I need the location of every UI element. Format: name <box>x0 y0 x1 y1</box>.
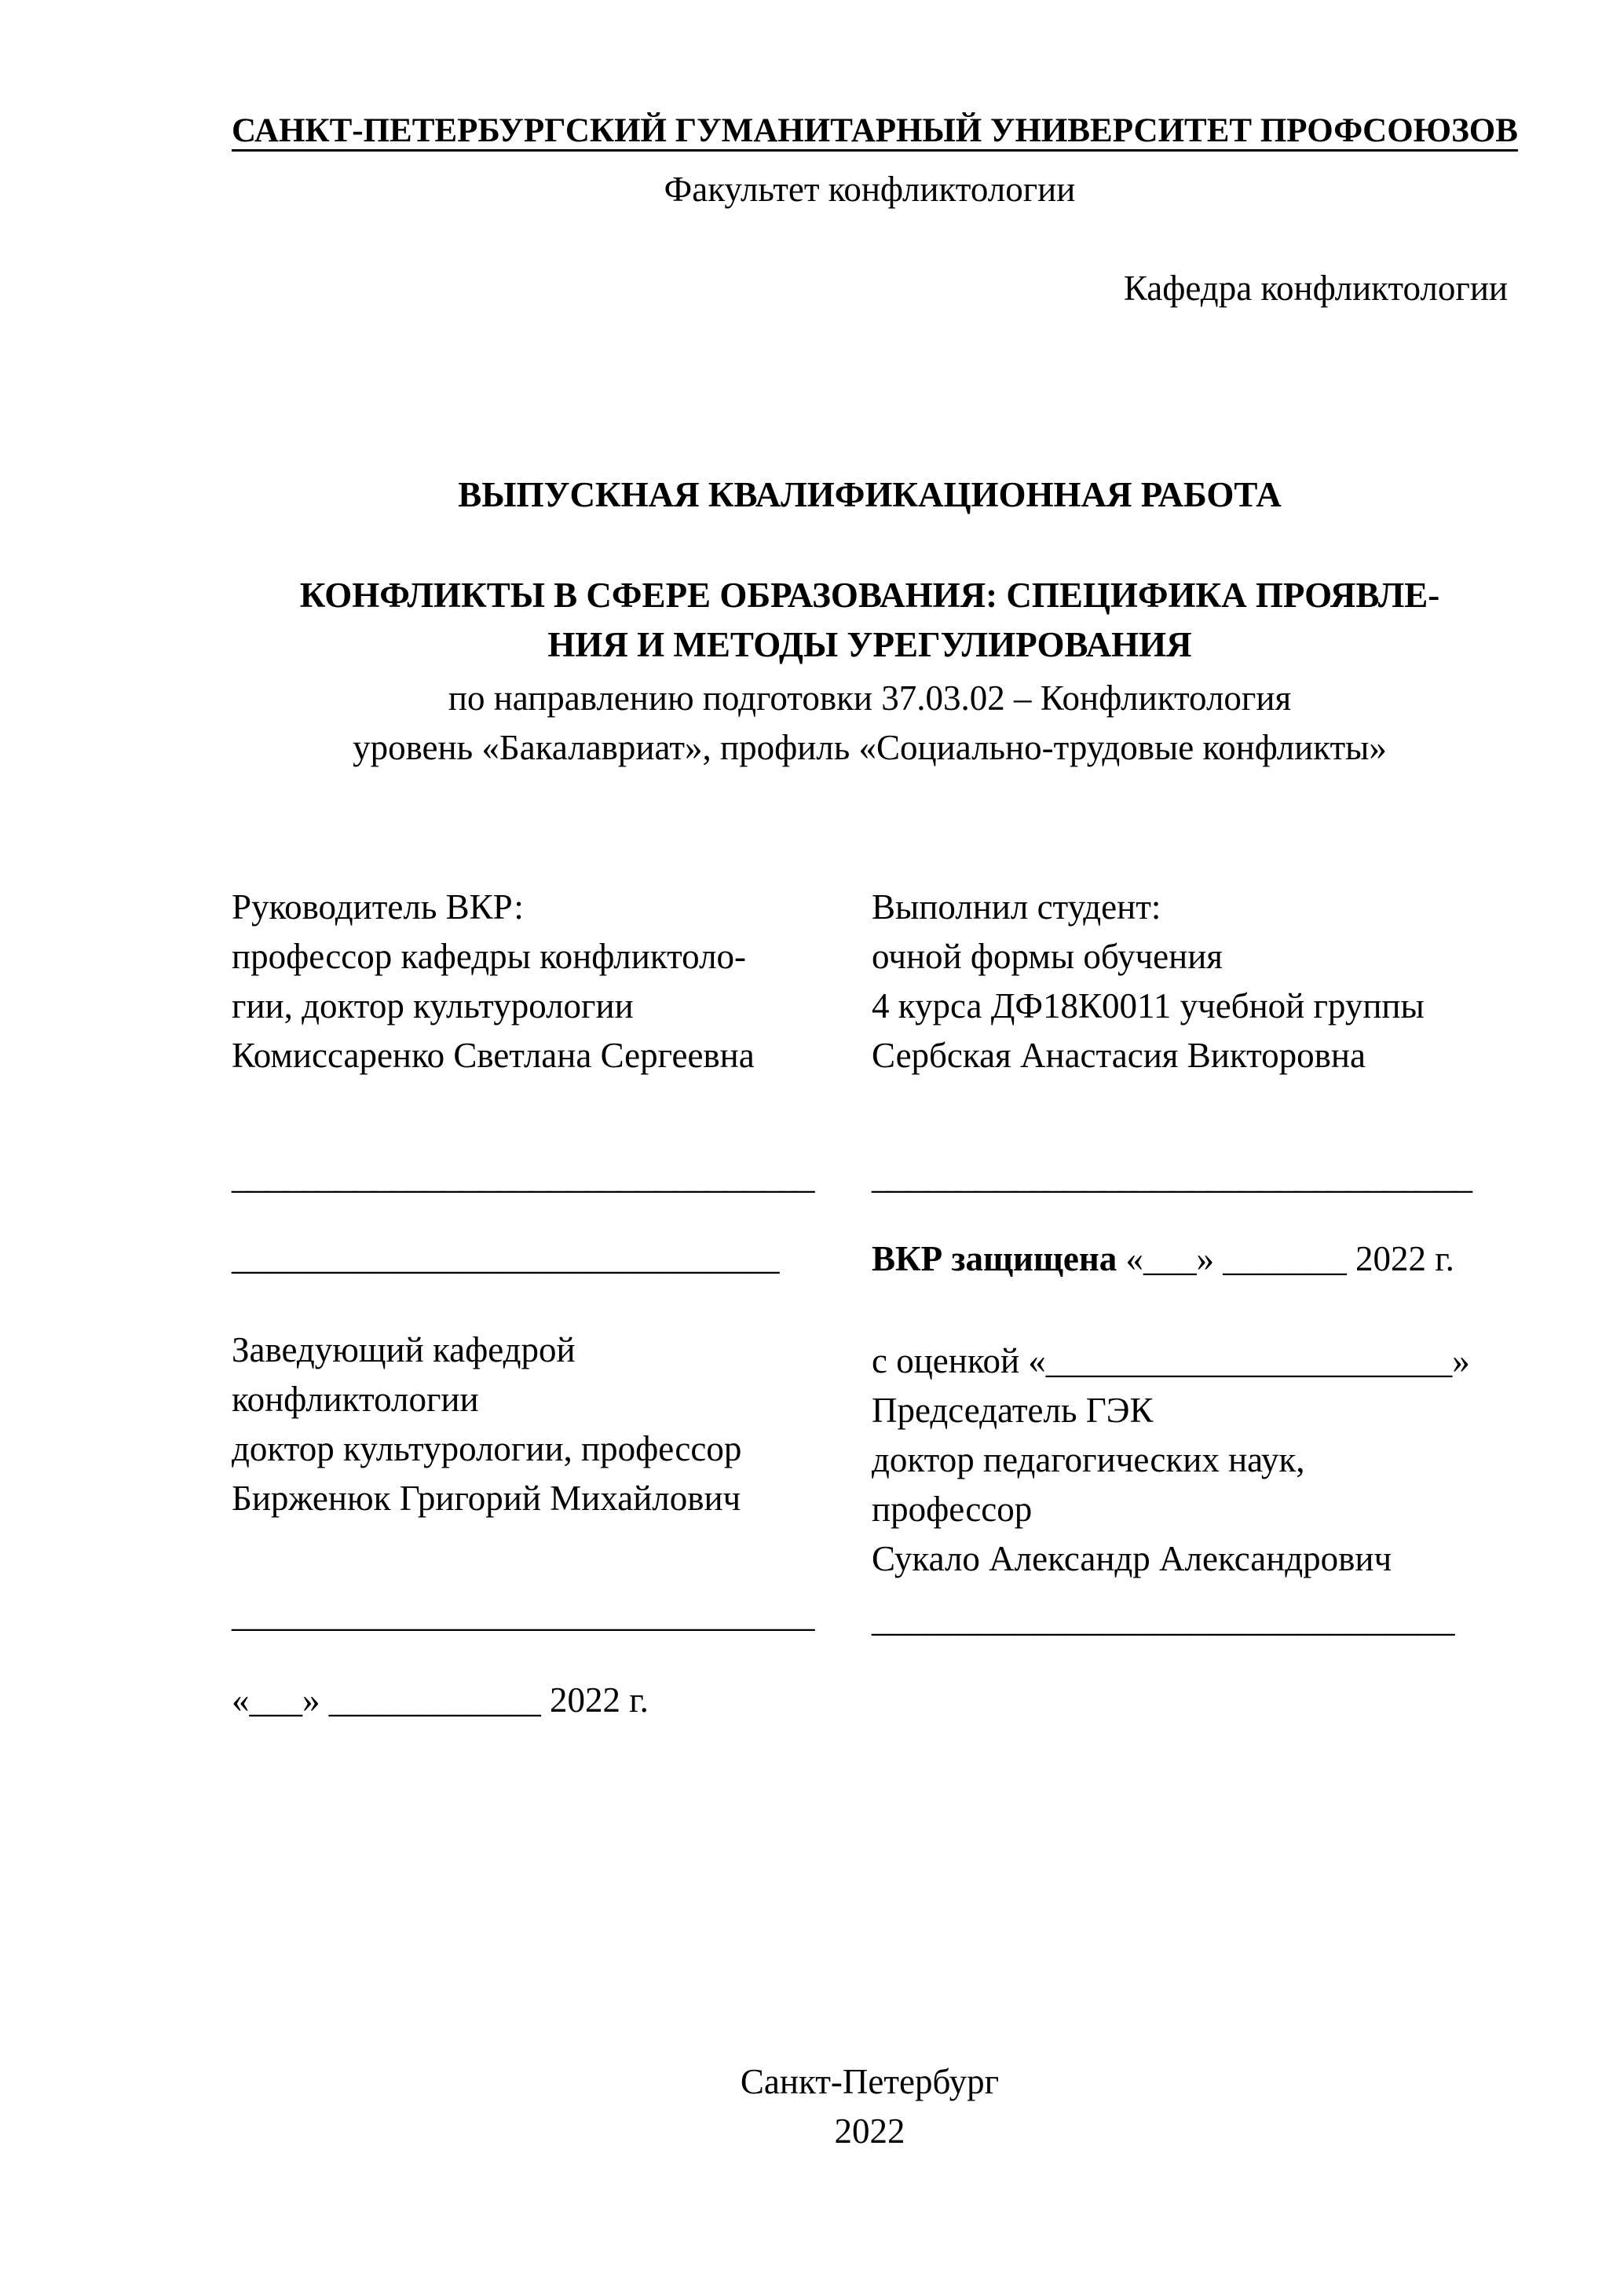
student-signature-line: __________________________________ <box>872 1157 1472 1196</box>
head-date-line: «___» ____________ 2022 г. <box>232 1680 649 1720</box>
work-type-heading: ВЫПУСКНАЯ КВАЛИФИКАЦИОННАЯ РАБОТА <box>458 475 1282 514</box>
head-signature-line: _________________________________ <box>232 1595 815 1634</box>
level-profile-line: уровень «Бакалавриат», профиль «Социально-трудовые конфликты» <box>353 728 1387 767</box>
defense-date-line <box>872 1234 1508 1284</box>
chairman-label: Председатель ГЭК <box>872 1391 1154 1430</box>
defense-date-rest: «___» _______ 2022 г. <box>1117 1239 1454 1278</box>
thesis-title-line2: НИЯ И МЕТОДЫ УРЕГУЛИРОВАНИЯ <box>547 625 1192 664</box>
student-name: Сербская Анастасия Викторовна <box>872 1036 1366 1075</box>
chairman-name: Сукало Александр Александрович <box>872 1539 1392 1578</box>
chairman-degree-line1: доктор педагогических наук, <box>872 1440 1305 1479</box>
university-name: САНКТ-ПЕТЕРБУРГСКИЙ ГУМАНИТАРНЫЙ УНИВЕРСИТЕТ ПРОФСОЮЗОВ <box>232 112 1518 149</box>
document-footer <box>232 2057 1508 2156</box>
footer-city: Санкт-Петербург <box>740 2062 1000 2101</box>
title-block <box>232 470 1508 773</box>
footer-year: 2022 <box>834 2111 905 2151</box>
supervisor-label: Руководитель ВКР: <box>232 887 524 927</box>
department-name: Кафедра конфликтологии <box>1123 269 1508 308</box>
supervisor-position-line2: гии, доктор культурологии <box>232 986 634 1026</box>
head-position-line1: Заведующий кафедрой <box>232 1330 576 1369</box>
head-name: Бирженюк Григорий Михайлович <box>232 1479 741 1518</box>
thesis-title <box>232 571 1508 670</box>
faculty-name: Факультет конфликтологии <box>664 170 1076 209</box>
left-column <box>232 883 872 1725</box>
head-degree-line: доктор культурологии, профессор <box>232 1429 742 1468</box>
thesis-title-line1: КОНФЛИКТЫ В СФЕРЕ ОБРАЗОВАНИЯ: СПЕЦИФИКА ПРОЯВЛЕ- <box>299 576 1440 615</box>
supervisor-signature-line-2: _______________________________ <box>232 1238 780 1277</box>
defense-date-label: ВКР защищена <box>872 1239 1117 1278</box>
signature-section <box>232 883 1508 1725</box>
supervisor-name: Комиссаренко Светлана Сергеевна <box>232 1036 755 1075</box>
grade-line: с оценкой «_______________________» <box>872 1341 1470 1380</box>
supervisor-signature-line-1: _________________________________ <box>232 1157 815 1196</box>
right-column <box>872 883 1508 1725</box>
student-group: 4 курса ДФ18К0011 учебной группы <box>872 986 1425 1026</box>
chairman-signature-line: _________________________________ <box>872 1600 1455 1639</box>
document-header <box>232 106 1518 313</box>
student-label: Выполнил студент: <box>872 887 1161 927</box>
direction-line: по направлению подготовки 37.03.02 – Конфликтология <box>448 678 1292 718</box>
supervisor-position-line1: профессор кафедры конфликтоло- <box>232 937 747 976</box>
student-study-form: очной формы обучения <box>872 937 1223 976</box>
chairman-degree-line2: профессор <box>872 1490 1033 1529</box>
head-position-line2: конфликтологии <box>232 1380 479 1419</box>
